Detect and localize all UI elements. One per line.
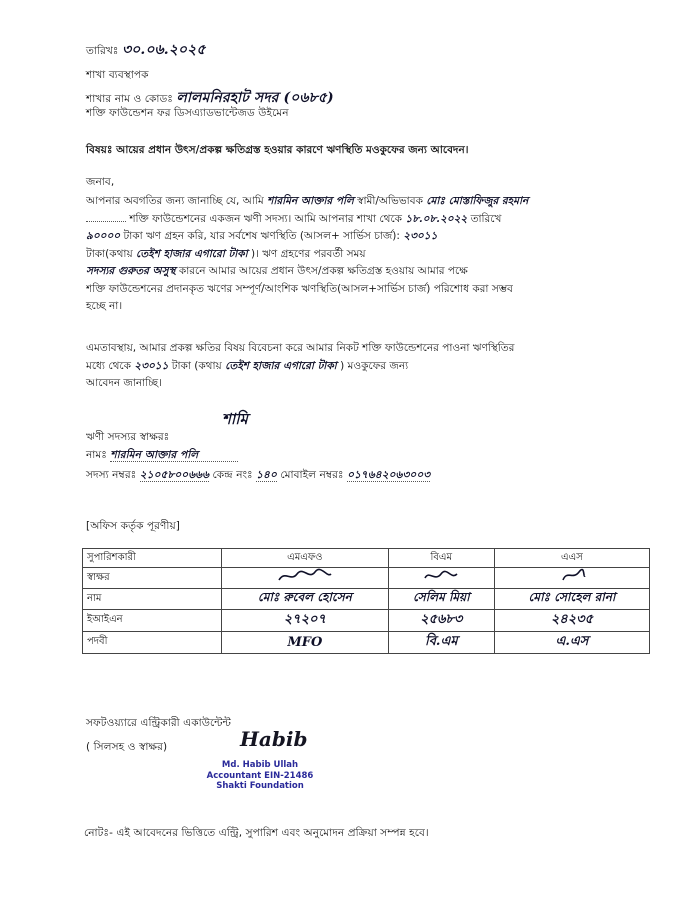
signature-cell [388, 568, 494, 589]
table-header: এমএফও [222, 549, 389, 568]
loan-amount-hw: ৯০০০০ [86, 230, 121, 242]
table-cell: ২৪২৩৫ [494, 610, 649, 632]
signature-cell [222, 568, 389, 589]
member-sign-label: ঋণী সদস্যর স্বাক্ষরঃ [86, 431, 170, 443]
waiver-request [86, 340, 606, 393]
signature-scribble [557, 568, 587, 584]
body-text: ) মওকুফের জন্য [340, 359, 409, 372]
accountant-stamp [205, 760, 315, 792]
table-row [83, 610, 650, 632]
mobile-value: ০১৭৬৪২০৬৩০০৩ [347, 469, 431, 481]
stamp-name: Md. Habib Ullah [221, 760, 299, 770]
table-cell: MFO [222, 632, 389, 654]
table-header: বিএম [388, 549, 494, 568]
table-row [83, 549, 650, 568]
member-name-value: শারমিন আক্তার পলি [110, 449, 238, 462]
member-signature: শামি [222, 410, 248, 428]
table-cell: ইআইএন [83, 610, 222, 632]
waive-words-hw: তেইশ হাজার এগারো টাকা [225, 359, 337, 372]
body-text: শক্তি ফাউন্ডেশনের প্রদানকৃত ঋণের সম্পূর্ণ/আংশিক ঋণস্থিতি(আসল+সার্ভিস চার্জ) পরিশোধ করা সম্ভব [86, 282, 513, 295]
member-no-value: ২১০৫৮০০৬৬৬ [139, 469, 209, 481]
body-text: এমতাবস্থায়, আমার প্রকল্প ক্ষতির বিষয় বিবেচনা করে আমার নিকট শক্তি ফাউন্ডেশনের পাওনা ঋণস্থিতির [86, 342, 515, 354]
table-cell: নাম [83, 589, 222, 610]
organization-name: শক্তি ফাউন্ডেশন ফর ডিসএ্যাডভান্টেজড উইমেন [86, 107, 289, 119]
body-text: আবেদন জানাচ্ছি। [86, 377, 162, 389]
salutation: জনাব, [86, 176, 115, 188]
table-header: এএস [494, 549, 649, 568]
table-cell: ২৭২০৭ [222, 610, 389, 632]
body-text: স্বামী/অভিভাবক [357, 195, 423, 207]
waive-amount-hw: ২৩০১১ [134, 359, 169, 372]
table-row [83, 568, 650, 589]
body-text: শক্তি ফাউন্ডেশনের একজন ঋণী সদস্য। আমি আপনার শাখা থেকে [129, 212, 403, 225]
table-cell: স্বাক্ষর [83, 568, 222, 589]
addressee: শাখা ব্যবস্থাপক [86, 69, 149, 81]
body-text: টাকা(কথায় [86, 247, 133, 260]
member-no-label: সদস্য নম্বরঃ [86, 469, 137, 481]
body-text: মধ্যে থেকে [86, 359, 131, 372]
table-cell: এ.এস [494, 632, 649, 654]
subject-line: বিষয়ঃ আয়ের প্রধান উৎস/প্রকল্প ক্ষতিগ্রস্ত হওয়ার কারণে ঋণস্থিতি মওকুফের জন্য আবেদন। [86, 144, 469, 156]
application-body [86, 193, 606, 316]
date-line [86, 38, 206, 62]
office-table [82, 548, 650, 654]
stamp-role: Accountant EIN-21486 [206, 770, 314, 781]
reason-hw: সদস্যর গুরুতর অসুস্থ [86, 265, 176, 277]
table-cell: সুপারিশকারী [83, 549, 222, 568]
center-value: ১৪০ [256, 469, 277, 481]
outstanding-words-hw: তেইশ হাজার এগারো টাকা [135, 247, 248, 260]
date-value: ৩০.০৬.২০২৫ [121, 42, 206, 58]
table-cell: বি.এম [388, 632, 494, 654]
entry-accountant-label: সফটওয়্যারে এন্ট্রিকারী একাউন্টেন্ট [86, 717, 231, 729]
signature-cell [494, 568, 649, 589]
footer-note: নোটঃ- এই আবেদনের ভিত্তিতে এন্ট্রি, সুপারিশ এবং অনুমোদন প্রক্রিয়া সম্পন্ন হবে। [84, 827, 429, 839]
table-cell: সেলিম মিয়া [388, 589, 494, 610]
body-text: আপনার অবগতির জন্য জানাচ্ছি যে, আমি [86, 195, 264, 207]
name-label: নামঃ [86, 449, 107, 461]
signature-scribble [421, 568, 461, 584]
stamp-org: Shakti Foundation [216, 781, 304, 791]
body-text: হচ্ছে না। [86, 300, 123, 312]
body-text: টাকা (কথায় [171, 359, 222, 372]
center-label: কেন্দ্র নংঃ [212, 469, 253, 481]
body-text: )। ঋণ গ্রহণের পরবর্তী সময় [251, 247, 366, 260]
table-cell: মোঃ রুবেল হোসেন [222, 589, 389, 610]
entry-seal-label: ( সিলসহ ও স্বাক্ষর) [86, 741, 168, 753]
branch-value: লালমনিরহাট সদর (০৬৮৫) [176, 90, 334, 106]
member-details-line [86, 468, 430, 485]
office-heading: [অফিস কর্তৃক পূরণীয়] [86, 520, 180, 532]
signature-scribble [275, 568, 335, 584]
table-row [83, 632, 650, 654]
branch-label: শাখার নাম ও কোডঃ [86, 93, 173, 105]
body-text: কারনে আমার আয়ের প্রধান উৎস/প্রকল্প ক্ষতিগ্রস্ত হওয়ায় আমার পক্ষে [178, 265, 468, 277]
mobile-label: মোবাইল নম্বরঃ [280, 469, 344, 481]
table-cell: পদবী [83, 632, 222, 654]
outstanding-hw: ২৩০১১ [403, 230, 438, 242]
body-text: তারিখে [470, 212, 502, 225]
guardian-name-hw: মোঃ মোস্তাফিজুর রহমান [426, 195, 529, 207]
body-text: টাকা ঋণ গ্রহন করি, যার সর্বশেষ ঋণস্থিতি (আসল+ সার্ভিস চার্জ): [123, 230, 400, 242]
loan-date-hw: ১৮.০৮.২০২২ [405, 212, 468, 225]
table-cell: মোঃ সোহেল রানা [494, 589, 649, 610]
date-label: তারিখঃ [86, 45, 119, 57]
member-name-line [86, 448, 238, 465]
table-row [83, 589, 650, 610]
accountant-signature: Habib [240, 727, 308, 751]
table-cell: ২৫৬৮৩ [388, 610, 494, 632]
member-name-hw: শারমিন আক্তার পলি [267, 195, 354, 207]
